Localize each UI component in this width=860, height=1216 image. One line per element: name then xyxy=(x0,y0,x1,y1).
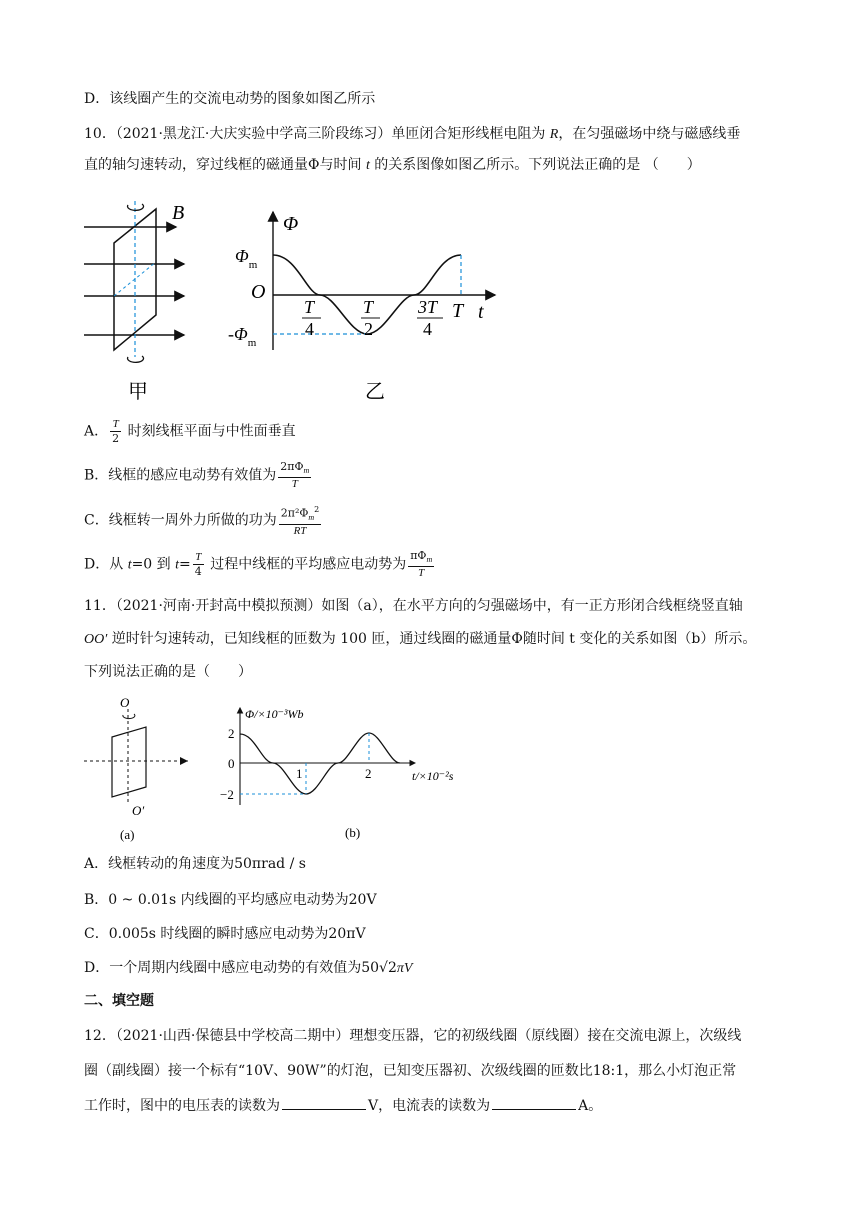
fraction: $\frac{2\pi\Phi_m}{T}$ xyxy=(280,460,310,491)
q11-option-b: B．0 ~ 0.01s 内线圈的平均感应电动势为20V xyxy=(84,892,377,908)
fraction: $\frac{T}{2}$ xyxy=(112,418,120,445)
q10-figure-jia xyxy=(84,195,204,405)
option-text: B．线框的感应电动势有效值为 xyxy=(84,467,277,484)
svg-text:4: 4 xyxy=(423,319,432,339)
q10-stem-line-2 xyxy=(84,155,701,176)
q10-stem-2-prefix: 直的轴匀速转动，穿过线框的磁通量Φ与时间 xyxy=(84,157,366,173)
frame-arrow-head xyxy=(180,757,188,765)
answer-blank-current[interactable] xyxy=(492,1095,576,1110)
q12-stem-line-1: 12．（2021·山西·保德县中学校高二期中）理想变压器，它的初级线圈（原线圈）接在交流电源上，次级线 xyxy=(84,1028,742,1044)
figure-caption-yi: 乙 xyxy=(365,381,385,403)
q10-stem-2-suffix: 的关系图像如图乙所示。下列说法正确的是 （ ） xyxy=(369,157,701,173)
origin-label: O xyxy=(251,281,266,303)
q10-option-d: D．从 t=0 到 t= $\frac{T}{4}$ 过程中线框的平均感应电动势为 $\frac{\pi\Phi_m}{T}$ xyxy=(84,549,433,580)
ymin-label: $-\Phi_m$ xyxy=(228,324,257,349)
y-tick-top: 2 xyxy=(228,726,235,741)
fraction: $\frac{\pi\Phi_m}{T}$ xyxy=(410,549,433,580)
ymax-label: $\Phi_m$ xyxy=(235,246,258,271)
section-title: 二、填空题 xyxy=(84,993,154,1009)
q11-option-d: D．一个周期内线圈中感应电动势的有效值为50√2πV xyxy=(84,960,413,976)
option-label: A． xyxy=(84,423,109,440)
axis-top-label: O xyxy=(120,695,130,710)
x-axis-label: t xyxy=(478,301,484,323)
square-frame xyxy=(112,727,146,797)
fraction: $\frac{T}{4}$ xyxy=(194,551,202,579)
q12-stem-line-3: 工作时，图中的电压表的读数为 V，电流表的读数为 A。 xyxy=(84,1095,602,1116)
rotation-arrow xyxy=(123,714,135,719)
q10-option-a xyxy=(84,418,296,445)
axis-name: OO′ xyxy=(84,632,108,647)
q11-stem-line-1: 11．（2021·河南·开封高中模拟预测）如图（a），在水平方向的匀强磁场中，有一正方形闭合线框绕竖直轴 xyxy=(84,598,743,614)
q11-option-c: C．0.005s 时线圈的瞬时感应电动势为20πV xyxy=(84,926,366,942)
q10-stem-2-var: t xyxy=(365,158,370,173)
tick-t-over-2 xyxy=(361,297,380,339)
axis-bottom-label: O′ xyxy=(132,803,145,818)
option-text: 时刻线框平面与中性面垂直 xyxy=(123,423,296,440)
figure-caption-b: (b) xyxy=(345,825,361,840)
field-label: B xyxy=(172,202,185,224)
svg-text:2: 2 xyxy=(364,319,373,339)
x-tick-2: 2 xyxy=(365,766,372,781)
x-axis-label: t/×10⁻²s xyxy=(412,769,454,783)
tick-t: T xyxy=(452,300,464,322)
q10-stem-1-var: R xyxy=(549,127,559,142)
option-text: C．线框转一周外力所做的功为 xyxy=(84,512,277,529)
q10-stem-1-prefix: 10．（2021·黑龙江·大庆实验中学高三阶段练习）单匝闭合矩形线框电阻为 xyxy=(84,126,550,142)
q10-stem-line-1 xyxy=(84,124,740,145)
sqrt-two: √2 xyxy=(379,960,397,976)
y-tick-bottom: −2 xyxy=(220,787,234,802)
fraction: $\frac{2\pi^2\Phi_m^2}{RT}$ xyxy=(280,505,320,537)
q10-option-c xyxy=(84,503,323,538)
y-axis-label: Φ xyxy=(283,213,299,235)
x-tick-1: 1 xyxy=(296,766,303,781)
q11-figure-b xyxy=(220,700,500,845)
q10-option-b xyxy=(84,460,313,491)
tick-3t-over-4 xyxy=(417,297,443,339)
answer-blank-voltage[interactable] xyxy=(282,1095,366,1110)
q12-stem-line-2: 圈（副线圈）接一个标有“10V、90W”的灯泡，已知变压器初、次级线圈的匝数比18:1，那么小灯泡正常 xyxy=(84,1063,737,1079)
q11-stem-line-2: OO′ 逆时针匀速转动，已知线框的匝数为 100 匝，通过线圈的磁通量Φ随时间 t 变化的关系如图（b）所示。 xyxy=(84,631,757,647)
q9-option-d: D．该线圈产生的交流电动势的图象如图乙所示 xyxy=(84,91,376,107)
svg-text:3T: 3T xyxy=(418,297,438,317)
q10-figure-yi xyxy=(225,200,515,405)
q10-stem-1-suffix: ，在匀强磁场中绕与磁感线垂 xyxy=(558,126,741,142)
y-axis-label: Φ/×10⁻³Wb xyxy=(245,707,304,721)
q11-stem-line-3: 下列说法正确的是（ ） xyxy=(84,664,252,680)
figure-caption-jia: 甲 xyxy=(128,381,148,403)
q11-figure-a xyxy=(84,695,194,845)
svg-text:T: T xyxy=(363,297,374,317)
y-tick-zero: 0 xyxy=(228,756,235,771)
svg-text:4: 4 xyxy=(305,319,314,339)
svg-text:T: T xyxy=(304,297,315,317)
figure-caption-a: (a) xyxy=(120,827,135,842)
q11-option-a: A．线框转动的角速度为50πrad / s xyxy=(84,856,306,872)
tick-t-over-4 xyxy=(302,297,321,339)
